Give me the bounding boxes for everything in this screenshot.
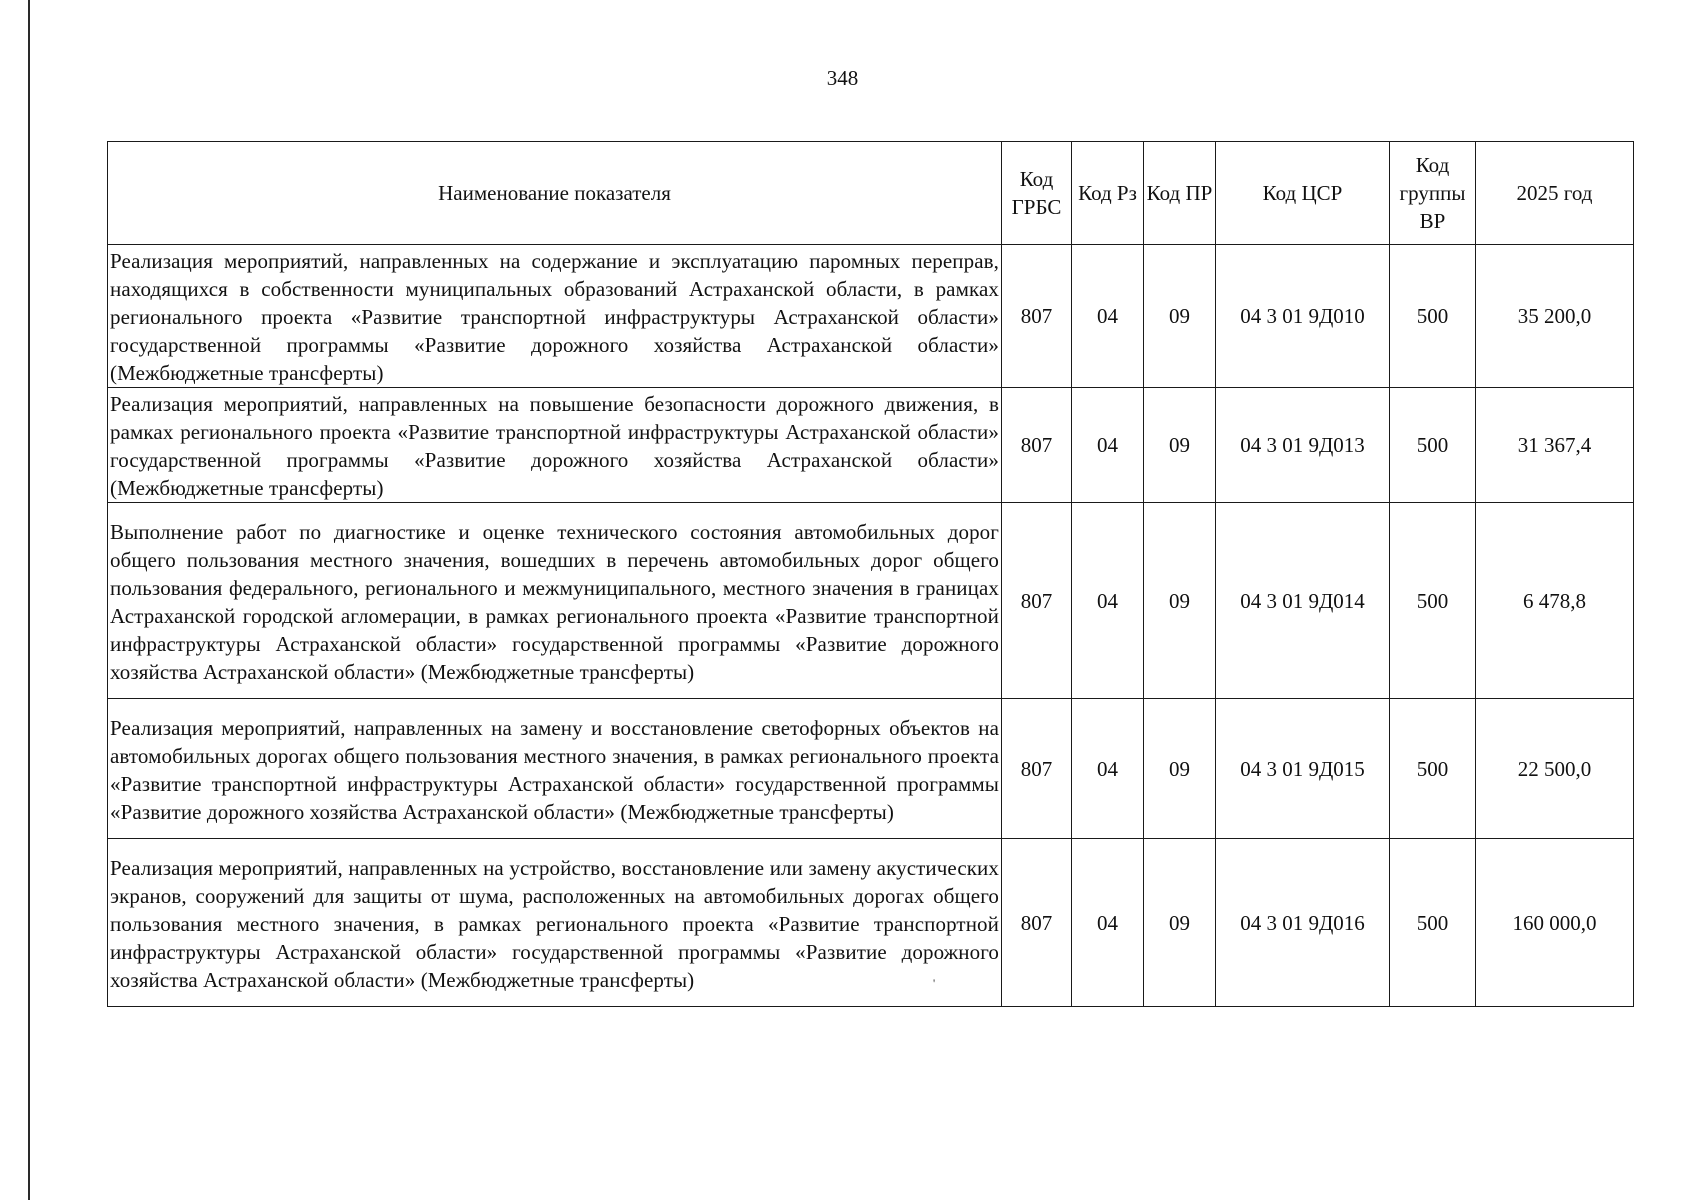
row-name: Реализация мероприятий, направленных на повышение безопасности дорожного движения, в рамках регионального проекта «Развитие транспортной инфраструктуры Астраханской области» государственной программы «Развитие дорожного хозяйства Астраханской области» (Межбюджетные трансферты) [108,388,1002,503]
row-pr: 09 [1144,388,1216,503]
row-csr: 04 3 01 9Д015 [1216,699,1390,839]
row-csr: 04 3 01 9Д010 [1216,245,1390,388]
row-pr: 09 [1144,699,1216,839]
row-grbs: 807 [1002,503,1072,699]
row-rz: 04 [1072,503,1144,699]
row-amount: 160 000,0 [1476,839,1634,1007]
row-amount: 35 200,0 [1476,245,1634,388]
header-pr-code: Код ПР [1144,142,1216,245]
row-rz: 04 [1072,245,1144,388]
table-body [108,245,1634,1007]
row-rz: 04 [1072,388,1144,503]
header-name: Наименование показателя [108,142,1002,245]
row-csr: 04 3 01 9Д014 [1216,503,1390,699]
binding-edge-line [28,0,30,1200]
row-name: Реализация мероприятий, направленных на устройство, восстановление или замену акустических экранов, сооружений для защиты от шума, расположенных на автомобильных дорогах общего пользования местного значения, в рамках регионального проекта «Развитие транспортной инфраструктуры Астраханской области» государственной программы «Развитие дорожного хозяйства Астраханской области» (Межбюджетные трансферты) [108,839,1002,1007]
row-amount: 22 500,0 [1476,699,1634,839]
row-csr: 04 3 01 9Д013 [1216,388,1390,503]
page-number: 348 [826,66,859,90]
row-name: Реализация мероприятий, направленных на замену и восстановление светофорных объектов на автомобильных дорогах общего пользования местного значения, в рамках регионального проекта «Развитие транспортной инфраструктуры Астраханской области» государственной программы «Развитие дорожного хозяйства Астраханской области» (Межбюджетные трансферты) [108,699,1002,839]
table-row [108,245,1634,388]
row-vr: 500 [1390,245,1476,388]
table-header [108,142,1634,245]
row-grbs: 807 [1002,245,1072,388]
row-amount: 31 367,4 [1476,388,1634,503]
row-vr: 500 [1390,503,1476,699]
table-row [108,699,1634,839]
header-year-2025: 2025 год [1476,142,1634,245]
row-rz: 04 [1072,839,1144,1007]
row-rz: 04 [1072,699,1144,839]
row-grbs: 807 [1002,839,1072,1007]
header-row [108,142,1634,245]
row-grbs: 807 [1002,699,1072,839]
table-row [108,388,1634,503]
table-row [108,839,1634,1007]
row-vr: 500 [1390,388,1476,503]
row-grbs: 807 [1002,388,1072,503]
table-row [108,503,1634,699]
row-csr: 04 3 01 9Д016 [1216,839,1390,1007]
row-pr: 09 [1144,839,1216,1007]
header-grbs-code: Код ГРБС [1002,142,1072,245]
row-name: Реализация мероприятий, направленных на содержание и эксплуатацию паромных переправ, находящихся в собственности муниципальных образований Астраханской области, в рамках регионального проекта «Развитие транспортной инфраструктуры Астраханской области» государственной программы «Развитие дорожного хозяйства Астраханской области» (Межбюджетные трансферты) [108,245,1002,388]
row-pr: 09 [1144,245,1216,388]
header-vr-group-code: Код группы ВР [1390,142,1476,245]
row-amount: 6 478,8 [1476,503,1634,699]
scan-speck: ' [933,976,936,990]
row-pr: 09 [1144,503,1216,699]
header-rz-code: Код Рз [1072,142,1144,245]
row-name: Выполнение работ по диагностике и оценке технического состояния автомобильных дорог общего пользования местного значения, вошедших в перечень автомобильных дорог общего пользования федерального, регионального и межмуниципального, местного значения в границах Астраханской городской агломерации, в рамках регионального проекта «Развитие транспортной инфраструктуры Астраханской области» государственной программы «Развитие дорожного хозяйства Астраханской области» (Межбюджетные трансферты) [108,503,1002,699]
budget-table [107,141,1634,1007]
header-csr-code: Код ЦСР [1216,142,1390,245]
row-vr: 500 [1390,839,1476,1007]
row-vr: 500 [1390,699,1476,839]
